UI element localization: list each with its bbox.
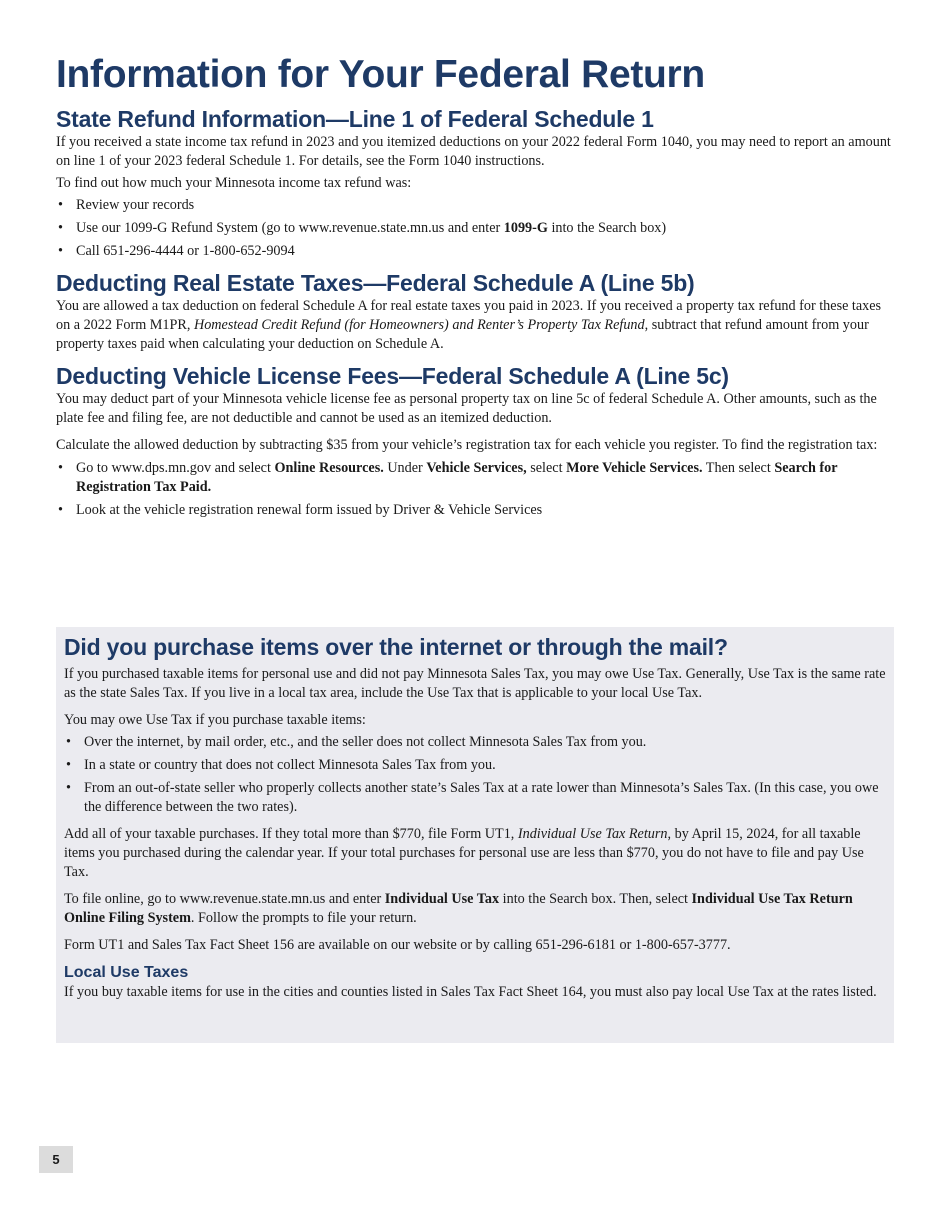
page-title: Information for Your Federal Return: [56, 53, 705, 96]
use-tax-paragraph-5: Form UT1 and Sales Tax Fact Sheet 156 are available on our website or by calling 651-296-6181 or 1-800-657-3777.: [64, 937, 731, 953]
state-refund-paragraph-1: If you received a state income tax refund in 2023 and you itemized deductions on your 2022 federal Form 1040, you may need to report an amount on line 1 of your 2023 federal Schedule 1. For details, see the Form 1040 instructions.: [56, 134, 891, 169]
state-refund-list: [56, 196, 896, 261]
real-estate-heading: Deducting Real Estate Taxes—Federal Schedule A (Line 5b): [56, 270, 695, 296]
use-tax-list: [64, 733, 886, 817]
vehicle-paragraph-2: Calculate the allowed deduction by subtracting $35 from your vehicle’s registration tax for each vehicle you register. To find the registration tax:: [56, 437, 878, 453]
state-refund-section: [56, 105, 896, 261]
page-content: [56, 50, 896, 520]
local-use-taxes-heading: Local Use Taxes: [64, 964, 189, 981]
vehicle-list: [56, 459, 896, 520]
list-item: • Go to www.dps.mn.gov and select Online Resources. Under Vehicle Services, select More Vehicle Services. Then select Search for Registration Tax Paid.: [56, 459, 896, 497]
list-item: • Use our 1099-G Refund System (go to www.revenue.state.mn.us and enter 1099-G into the Search box): [56, 219, 896, 238]
use-tax-paragraph-1: If you purchased taxable items for personal use and did not pay Minnesota Sales Tax, you may owe Use Tax. Generally, Use Tax is the same rate as the state Sales Tax. If you live in a local tax area, include the Use Tax that is applicable to your local Use Tax.: [64, 666, 886, 701]
vehicle-heading: Deducting Vehicle License Fees—Federal Schedule A (Line 5c): [56, 363, 729, 389]
vehicle-section: [56, 362, 896, 520]
list-item: • From an out-of-state seller who properly collects another state’s Sales Tax at a rate lower than Minnesota’s Sales Tax. (In this case, you owe the difference between the two rates).: [64, 779, 886, 817]
list-item: • Review your records: [56, 196, 896, 215]
state-refund-paragraph-2: To find out how much your Minnesota income tax refund was:: [56, 175, 412, 191]
page-number: 5: [39, 1146, 73, 1173]
list-item: • Call 651-296-4444 or 1-800-652-9094: [56, 242, 896, 261]
real-estate-paragraph: You are allowed a tax deduction on federal Schedule A for real estate taxes you paid in 2023. If you received a property tax refund for these taxes on a 2022 Form M1PR, Homestead Credit Refund (for Homeowners) and Renter’s Property Tax Refund, subtract that refund amount from your property taxes paid when calculating your deduction on Schedule A.: [56, 298, 882, 352]
state-refund-heading: State Refund Information—Line 1 of Federal Schedule 1: [56, 106, 654, 132]
use-tax-paragraph-4: To file online, go to www.revenue.state.mn.us and enter Individual Use Tax into the Search box. Then, select Individual Use Tax Return Online Filing System. Follow the prompts to file your return.: [64, 891, 853, 926]
list-item: • Look at the vehicle registration renewal form issued by Driver & Vehicle Services: [56, 501, 896, 520]
list-item: • Over the internet, by mail order, etc., and the seller does not collect Minnesota Sales Tax from you.: [64, 733, 886, 752]
vehicle-paragraph-1: You may deduct part of your Minnesota vehicle license fee as personal property tax on line 5c of federal Schedule A. Other amounts, such as the plate fee and filing fee, are not deductible and cannot be used as an itemized deduction.: [56, 391, 877, 426]
local-use-taxes-paragraph: If you buy taxable items for use in the cities and counties listed in Sales Tax Fact Sheet 164, you must also pay local Use Tax at the rates listed.: [64, 984, 877, 1000]
list-item: • In a state or country that does not collect Minnesota Sales Tax from you.: [64, 756, 886, 775]
use-tax-heading: Did you purchase items over the internet or through the mail?: [64, 634, 728, 660]
use-tax-box: [56, 627, 894, 1043]
use-tax-paragraph-2: You may owe Use Tax if you purchase taxable items:: [64, 712, 366, 728]
use-tax-paragraph-3: Add all of your taxable purchases. If they total more than $770, file Form UT1, Individual Use Tax Return, by April 15, 2024, for all taxable items you purchased during the calendar year. If your total purchases for personal use are less than $770, you do not have to file and pay Use Tax.: [64, 826, 864, 880]
real-estate-section: [56, 269, 896, 354]
